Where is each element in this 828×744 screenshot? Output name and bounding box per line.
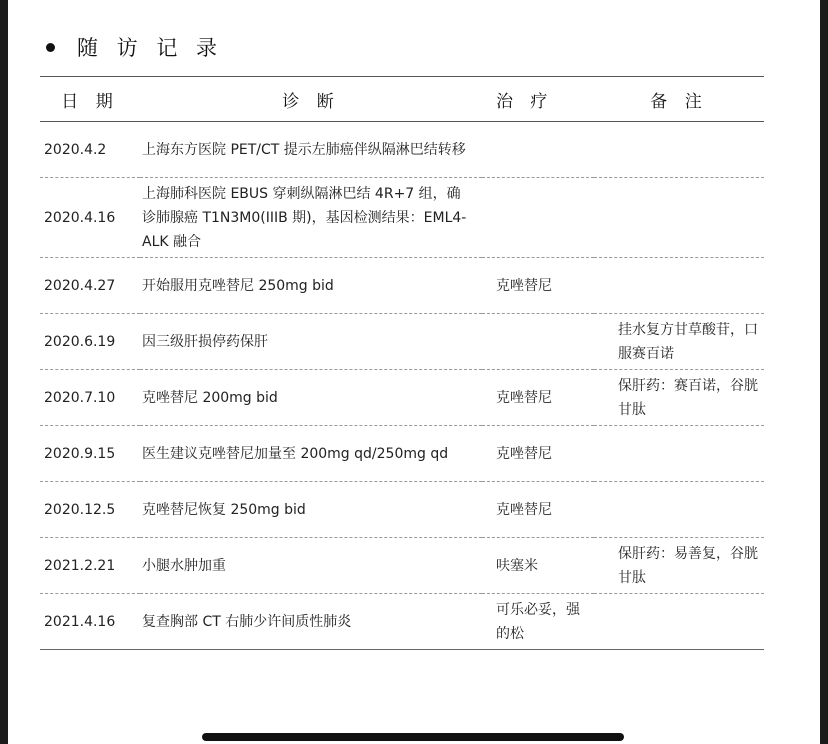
header-diagnosis: 诊 断 xyxy=(140,77,482,122)
cell-diagnosis: 开始服用克唑替尼 250mg bid xyxy=(140,258,482,314)
document-page xyxy=(8,0,820,744)
cell-date: 2020.4.27 xyxy=(40,258,140,314)
cell-diagnosis: 复查胸部 CT 右肺少许间质性肺炎 xyxy=(140,594,482,650)
table-row xyxy=(40,122,764,178)
table-row xyxy=(40,258,764,314)
cell-treatment xyxy=(482,122,594,178)
table-row xyxy=(40,594,764,650)
cell-date: 2020.12.5 xyxy=(40,482,140,538)
cell-treatment: 克唑替尼 xyxy=(482,482,594,538)
header-notes: 备 注 xyxy=(594,77,764,122)
cell-date: 2020.9.15 xyxy=(40,426,140,482)
cell-notes: 挂水复方甘草酸苷，口服赛百诺 xyxy=(594,314,764,370)
table-row xyxy=(40,314,764,370)
table-row xyxy=(40,370,764,426)
cell-notes: 保肝药：易善复，谷胱甘肽 xyxy=(594,538,764,594)
cell-diagnosis: 上海肺科医院 EBUS 穿刺纵隔淋巴结 4R+7 组，确诊肺腺癌 T1N3M0(IIIB 期)，基因检测结果：EML4-ALK 融合 xyxy=(140,178,482,258)
home-indicator[interactable] xyxy=(202,733,624,741)
cell-notes xyxy=(594,482,764,538)
cell-notes: 保肝药：赛百诺，谷胱甘肽 xyxy=(594,370,764,426)
cell-date: 2020.7.10 xyxy=(40,370,140,426)
cell-notes xyxy=(594,122,764,178)
table-row xyxy=(40,426,764,482)
header-date: 日 期 xyxy=(40,77,140,122)
table-header-row xyxy=(40,77,764,122)
header-treatment: 治 疗 xyxy=(482,77,594,122)
cell-date: 2020.6.19 xyxy=(40,314,140,370)
cell-notes xyxy=(594,258,764,314)
cell-date: 2021.4.16 xyxy=(40,594,140,650)
cell-treatment xyxy=(482,178,594,258)
cell-date: 2020.4.2 xyxy=(40,122,140,178)
cell-diagnosis: 医生建议克唑替尼加量至 200mg qd/250mg qd xyxy=(140,426,482,482)
cell-notes xyxy=(594,426,764,482)
cell-diagnosis: 克唑替尼恢复 250mg bid xyxy=(140,482,482,538)
cell-notes xyxy=(594,594,764,650)
section-title: 随 访 记 录 xyxy=(77,36,224,60)
cell-treatment xyxy=(482,314,594,370)
cell-diagnosis: 克唑替尼 200mg bid xyxy=(140,370,482,426)
cell-treatment: 可乐必妥，强的松 xyxy=(482,594,594,650)
cell-treatment: 克唑替尼 xyxy=(482,258,594,314)
cell-date: 2021.2.21 xyxy=(40,538,140,594)
cell-notes xyxy=(594,178,764,258)
table-row xyxy=(40,178,764,258)
cell-diagnosis: 上海东方医院 PET/CT 提示左肺癌伴纵隔淋巴结转移 xyxy=(140,122,482,178)
cell-diagnosis: 小腿水肿加重 xyxy=(140,538,482,594)
cell-treatment: 呋塞米 xyxy=(482,538,594,594)
table-row xyxy=(40,482,764,538)
cell-diagnosis: 因三级肝损停药保肝 xyxy=(140,314,482,370)
section-heading xyxy=(46,32,223,62)
follow-up-table xyxy=(40,76,764,650)
bullet-icon xyxy=(46,43,55,52)
table-row xyxy=(40,538,764,594)
cell-date: 2020.4.16 xyxy=(40,178,140,258)
cell-treatment: 克唑替尼 xyxy=(482,426,594,482)
cell-treatment: 克唑替尼 xyxy=(482,370,594,426)
